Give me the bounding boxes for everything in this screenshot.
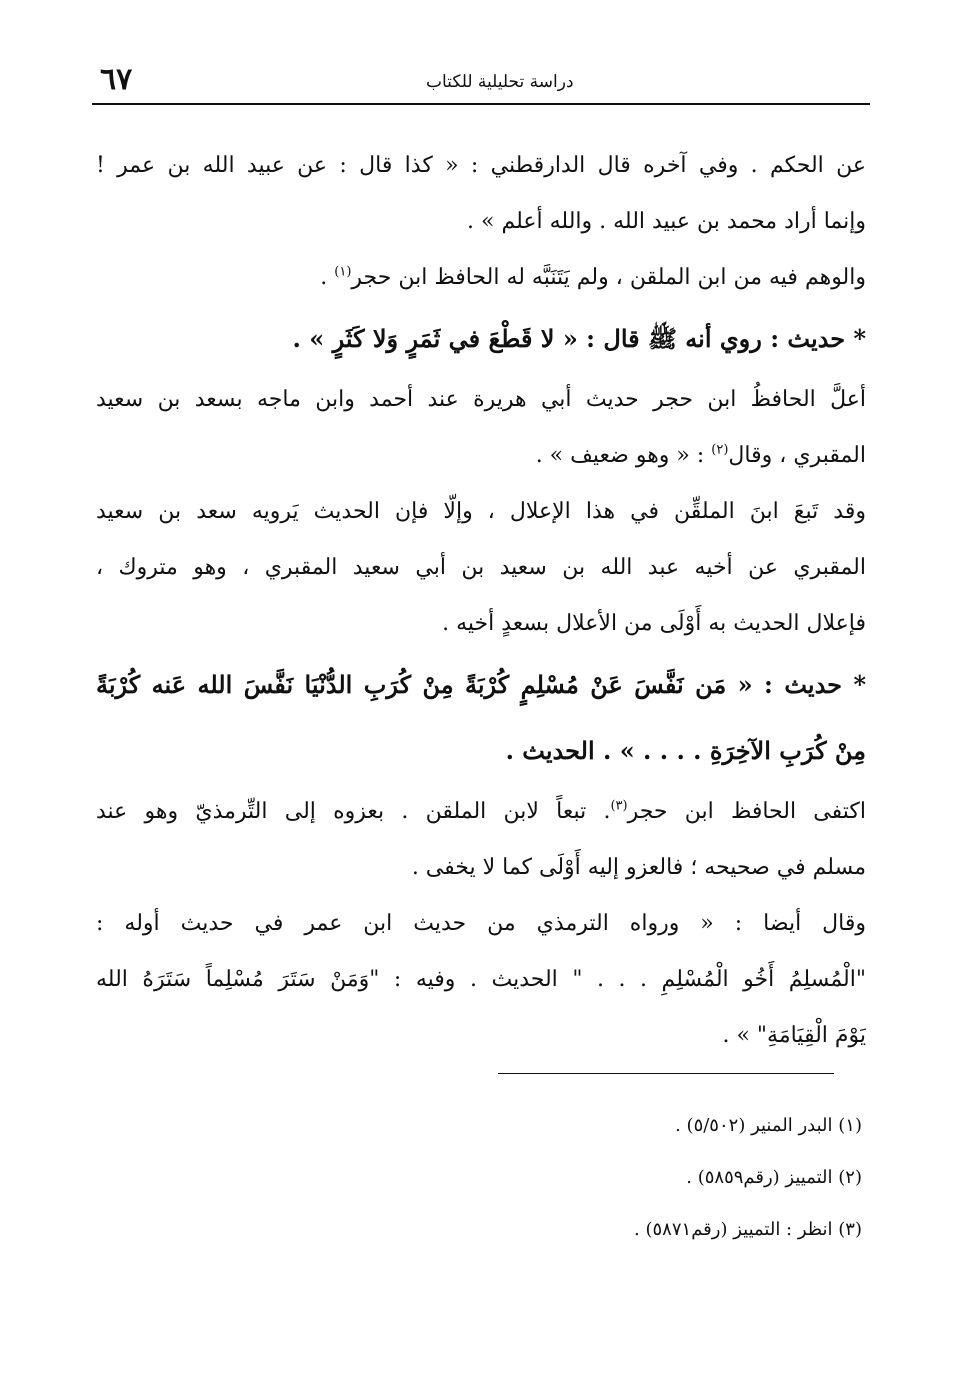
footnote-ref-1[interactable]: (١): [334, 264, 352, 280]
footnote-3: (٣) انظر : التمييز (رقم٥٨٧١) .: [634, 1219, 862, 1240]
footnote-ref-2[interactable]: (٢): [711, 442, 729, 458]
text-line: مسلم في صحيحه ؛ فالعزو إليه أَوْلَى كما لا يخفى .: [411, 855, 866, 880]
footnote-ref-3[interactable]: (٣): [610, 798, 628, 814]
text-line: المقبري ، وقال$^{(٢)}$ : « وهو ضعيف » .: [535, 442, 866, 468]
main-text: [96, 138, 866, 1064]
text-line: وإنما أراد محمد بن عبيد الله . والله أعلم » .: [467, 209, 866, 234]
header-rule: [92, 103, 870, 105]
hadith-heading: * حديث : روي أنه ﷺ قال : « لا قَطْعَ في ثَمَرٍ وَلا كَثَرٍ » .: [292, 324, 866, 353]
footnote-separator: [498, 1073, 834, 1074]
hadith-heading: * حديث : « مَن نَفَّسَ عَنْ مُسْلِمٍ كُرْبَةً مِنْ كُرَبِ الدُّنْيَا نَفَّسَ الله عَنه كُرْبَةً: [96, 670, 866, 699]
footnotes: [300, 1100, 862, 1256]
text-line: فإعلال الحديث به أَوْلَى من الأعلال بسعدٍ أخيه .: [442, 611, 866, 636]
running-title: دراسة تحليلية للكتاب: [426, 72, 574, 92]
text-line: اكتفى الحافظ ابن حجر$^{(٣)}$. تبعاً لابن الملقن . بعزوه إلى التِّرمذيّ وهو عند: [96, 798, 866, 824]
page-header: [96, 58, 836, 106]
page-number: ٦٧: [100, 62, 133, 97]
footnote-1: (١) البدر المنير (٥/٥٠٢) .: [675, 1115, 862, 1136]
text-line: وقال أيضا : « ورواه الترمذي من حديث ابن عمر في حديث أوله :: [96, 911, 866, 936]
text-line: يَوْمَ الْقِيَامَةِ" » .: [722, 1023, 866, 1048]
text-line: عن الحكم . وفي آخره قال الدارقطني : « كذا قال : عن عبيد الله بن عمر !: [96, 153, 866, 178]
text-line: وقد تَبعَ ابنَ الملقِّن في هذا الإعلال ، وإلّا فإن الحديث يَرويه سعد بن سعيد: [96, 499, 866, 524]
footnote-2: (٢) التمييز (رقم٥٨٥٩) .: [686, 1167, 862, 1188]
hadith-heading: مِنْ كُرَبِ الآخِرَةِ . . . . » . الحديث .: [505, 736, 866, 765]
text-line: والوهم فيه من ابن الملقن ، ولم يَتَنَبَّه له الحافظ ابن حجر$^{(١)}$ .: [320, 264, 866, 290]
text-line: المقبري عن أخيه عبد الله بن سعيد بن أبي سعيد المقبري ، وهو متروك ،: [96, 555, 866, 580]
text-line: أعلَّ الحافظُ ابن حجر حديث أبي هريرة عند أحمد وابن ماجه بسعد بن سعيد: [96, 387, 866, 412]
text-line: "الْمُسلِمُ أَخُو الْمُسْلِمِ . . . " الحديث . وفيه : "وَمَنْ سَتَرَ مُسْلِماً سَتَرَهُ الله: [96, 967, 866, 992]
